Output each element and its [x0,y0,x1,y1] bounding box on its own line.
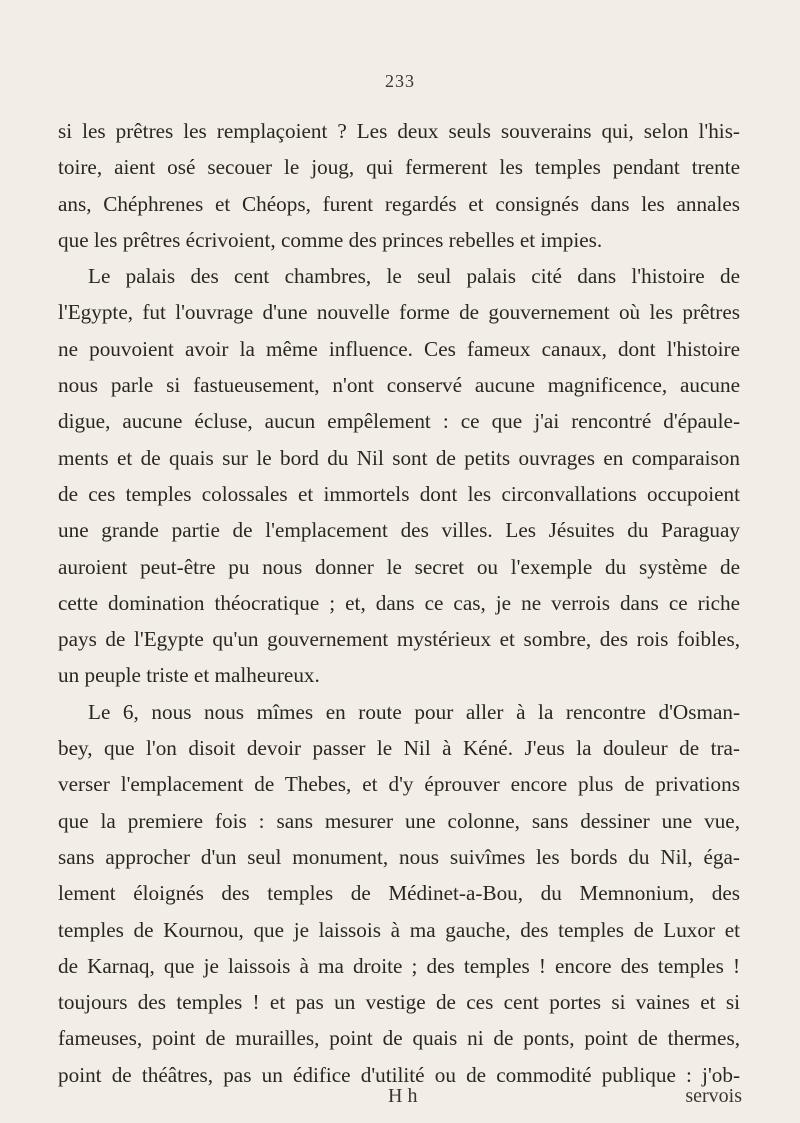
text-line: lement éloignés des temples de Médinet-a-Bou, du Memnonium, des [58,881,740,906]
page-footer [0,1085,800,1115]
body-text [58,113,740,1093]
signature-mark: H h [388,1085,418,1107]
text-line: temples de Kournou, que je laissois à ma gauche, des temples de Luxor et [58,917,740,942]
text-line: une grande partie de l'emplacement des villes. Les Jésuites du Paraguay [58,518,740,543]
text-line: que la premiere fois : sans mesurer une colonne, sans dessiner une vue, [58,808,740,833]
text-line: ans, Chéphrenes et Chéops, furent regardés et consignés dans les annales [58,191,740,216]
text-line: de ces temples colossales et immortels dont les circonvallations occupoient [58,481,740,506]
catchword: servois [685,1085,742,1107]
text-line: Le 6, nous nous mîmes en route pour aller à la rencontre d'Osman- [88,699,740,724]
text-line: nous parle si fastueusement, n'ont conservé aucune magnificence, aucune [58,373,740,398]
text-line: si les prêtres les remplaçoient ? Les deux seuls souverains qui, selon l'his- [58,119,740,143]
text-line: ments et de quais sur le bord du Nil sont de petits ouvrages en comparaison [58,445,740,470]
text-line: sans approcher d'un seul monument, nous suivîmes les bords du Nil, éga- [58,844,740,869]
text-line: toujours des temples ! et pas un vestige de ces cent portes si vaines et si [58,990,740,1015]
text-line: que les prêtres écrivoient, comme des princes rebelles et impies. [58,227,603,252]
text-line: toire, aient osé secouer le joug, qui fermerent les temples pendant trente [58,155,740,180]
text-line: fameuses, point de murailles, point de quais ni de ponts, point de thermes, [58,1026,740,1051]
text-line: auroient peut-être pu nous donner le secret ou l'exemple du système de [58,554,740,579]
text-line: l'Egypte, fut l'ouvrage d'une nouvelle forme de gouvernement où les prêtres [58,300,740,325]
text-line: pays de l'Egypte qu'un gouvernement mystérieux et sombre, des rois foibles, [58,627,740,652]
text-line: verser l'emplacement de Thebes, et d'y éprouver encore plus de privations [58,772,740,797]
text-line: Le palais des cent chambres, le seul palais cité dans l'histoire de [88,264,740,289]
page-number: 233 [385,71,415,91]
text-line: point de théâtres, pas un édifice d'utilité ou de commodité publique : j'ob- [58,1062,740,1087]
text-line: un peuple triste et malheureux. [58,663,320,688]
text-line: digue, aucune écluse, aucun empêlement : ce que j'ai rencontré d'épaule- [58,409,740,434]
text-line: cette domination théocratique ; et, dans ce cas, je ne verrois dans ce riche [58,590,740,615]
text-line: bey, que l'on disoit devoir passer le Nil à Kéné. J'eus la douleur de tra- [58,736,740,761]
text-line: de Karnaq, que je laissois à ma droite ; des temples ! encore des temples ! [58,953,740,978]
text-line: ne pouvoient avoir la même influence. Ces fameux canaux, dont l'histoire [58,336,740,361]
